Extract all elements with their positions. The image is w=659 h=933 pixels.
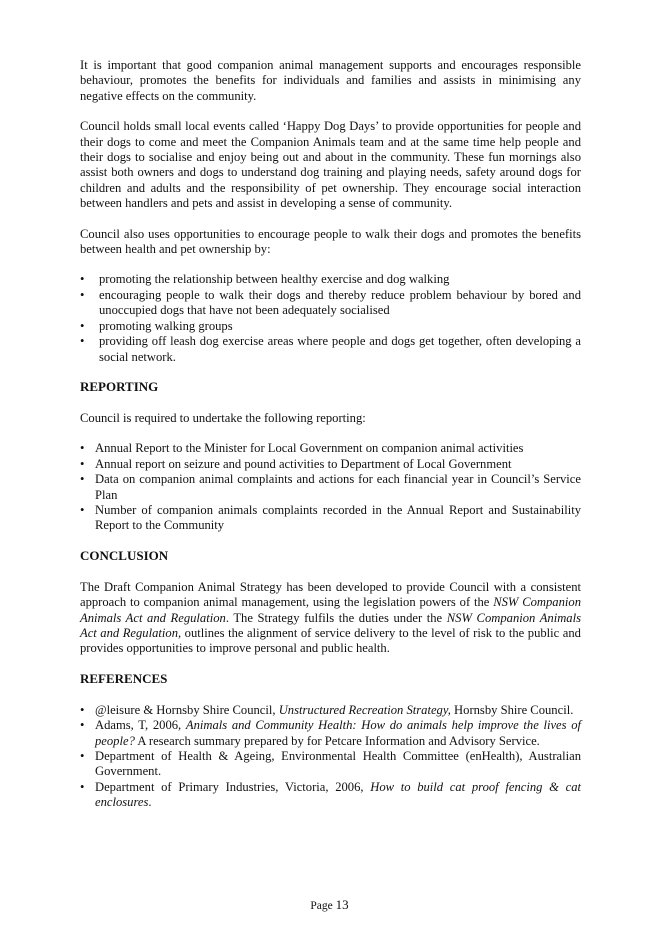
act-title: NSW Companion Animals Act and Regulation <box>80 595 581 625</box>
walking-paragraph: Council also uses opportunities to encourage people to walk their dogs and promotes the benefits between health and pet ownership by: <box>80 226 581 257</box>
list-item: • providing off leash dog exercise areas where people and dogs get together, often developing a social network. <box>80 334 581 365</box>
act-title: NSW Companion Animals Act and Regulation, <box>80 610 581 640</box>
reference-item: • Adams, T, 2006, Animals and Community Health: How do animals help improve the lives of people? A research summary prepared by for Petcare Information and Advisory Service. <box>80 718 581 749</box>
conclusion-text: The Draft Companion Animal Strategy has been developed to provide Council with a consistent approach to companion animal management, using the legislation powers of the <box>80 579 581 610</box>
list-item: • Data on companion animal complaints and actions for each financial year in Council’s Service Plan <box>80 472 581 503</box>
list-item: • Annual Report to the Minister for Local Government on companion animal activities <box>80 441 581 456</box>
page-label: Page <box>310 900 333 912</box>
reporting-intro: Council is required to undertake the following reporting: <box>80 410 366 425</box>
conclusion-text: . The Strategy fulfils the duties under the <box>225 610 447 625</box>
references-list <box>80 703 581 811</box>
reference-item: • @leisure & Hornsby Shire Council, Unstructured Recreation Strategy, Hornsby Shire Council. <box>80 703 581 718</box>
walking-benefits-list <box>80 272 581 364</box>
page-body <box>80 58 581 811</box>
page-footer <box>0 897 659 913</box>
references-heading: REFERENCES <box>80 670 168 686</box>
intro-paragraph: It is important that good companion animal management supports and encourages responsible behaviour, promotes the benefits for individuals and families and assists in minimising any negative effects on the community. <box>80 58 581 103</box>
reporting-heading: REPORTING <box>80 378 159 394</box>
list-item: • promoting the relationship between healthy exercise and dog walking <box>80 272 581 287</box>
list-item: • promoting walking groups <box>80 319 581 334</box>
conclusion-text: outlines the alignment of service delivery to the level of risk to the public and provides opportunities to improve personal and public health. <box>80 625 581 656</box>
page-number: 13 <box>335 897 349 912</box>
happy-dog-days-paragraph: Council holds small local events called ‘Happy Dog Days’ to provide opportunities for people and their dogs to come and meet the Companion Animals team and at the same time help people and their dogs to socialise and enjoy being out and about in the community. These fun mornings also assist both owners and dogs to understand dog training and playing needs, safety around dogs for children and adults and the responsibility of pet ownership. They encourage social interaction between handlers and pets and assist in developing a sense of community. <box>80 119 581 211</box>
reporting-list <box>80 441 581 533</box>
list-item: • Annual report on seizure and pound activities to Department of Local Government <box>80 457 581 472</box>
reference-item: • Department of Health & Ageing, Environmental Health Committee (enHealth), Australian Government. <box>80 749 581 780</box>
list-item: • encouraging people to walk their dogs and thereby reduce problem behaviour by bored and unoccupied dogs that have not been adequately socialised <box>80 288 581 319</box>
list-item: • Number of companion animals complaints recorded in the Annual Report and Sustainability Report to the Community <box>80 503 581 534</box>
conclusion-heading: CONCLUSION <box>80 547 169 563</box>
reference-item: • Department of Primary Industries, Victoria, 2006, How to build cat proof fencing & cat enclosures. <box>80 780 581 811</box>
conclusion-paragraph <box>80 580 581 657</box>
